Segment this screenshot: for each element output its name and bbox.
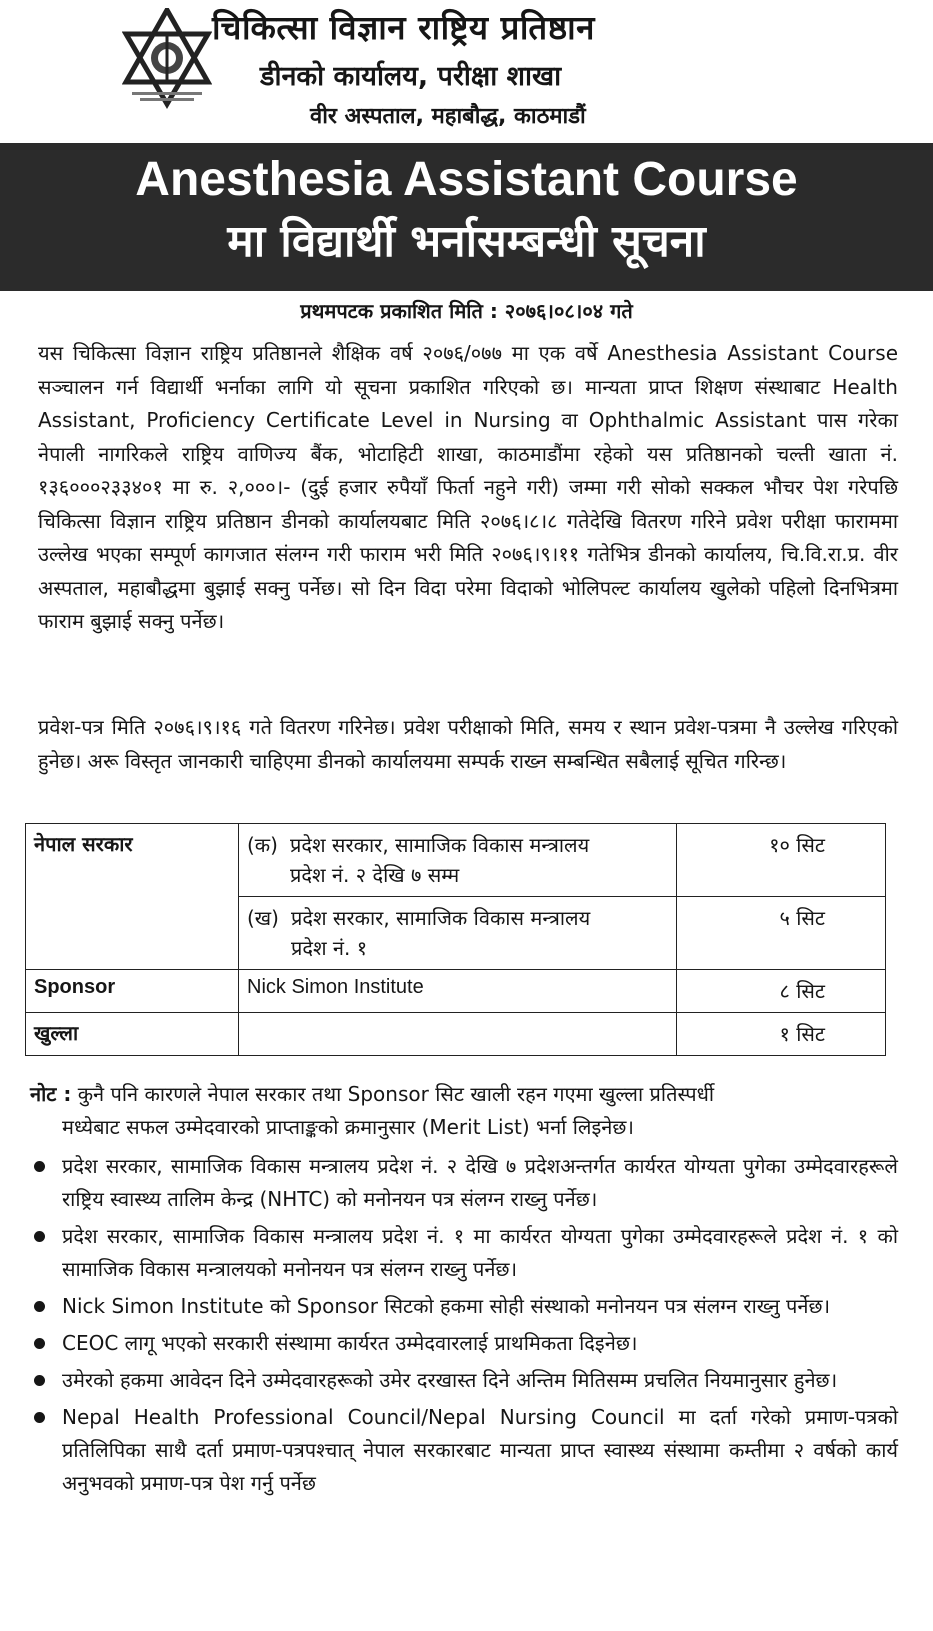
detail-cell: [239, 897, 677, 970]
notes-list: [30, 1150, 898, 1500]
admission-paragraph: यस चिकित्सा विज्ञान राष्ट्रिय प्रतिष्ठानले शैक्षिक वर्ष २०७६/०७७ मा एक वर्षे Anesthesia Assistant Course सञ्चालन गर्न विद्यार्थी भर्नाका लागि यो सूचना प्रकाशित गरिएको छ। मान्यता प्राप्त शिक्षण संस्थाबाट Health Assistant, Proficiency Certificate Level in Nursing वा Ophthalmic Assistant पास गरेका नेपाली नागरिकले राष्ट्रिय वाणिज्य बैंक, भोटाहिटी शाखा, काठमाडौंमा रहेको यस प्रतिष्ठानको चल्ती खाता नं. १३६०००२३३४०१ मा रु. २,०००।- (दुई हजार रुपैयाँ फिर्ता नहुने गरी) जम्मा गरी सोको सक्कल भौचर पेश गरेपछि चिकित्सा विज्ञान राष्ट्रिय प्रतिष्ठान डीनको कार्यालयबाट मिति २०७६।८।८ गतेदेखि वितरण गरिने प्रवेश परीक्षा फाराममा उल्लेख भएका सम्पूर्ण कागजात संलग्न गरी फाराम भरी मिति २०७६।९।११ गतेभित्र डीनको कार्यालय, चि.वि.रा.प्र. वीर अस्पताल, महाबौद्धमा बुझाई सक्नु पर्नेछ। सो दिन विदा परेमा विदाको भोलिपल्ट कार्यालय खुलेको पहिलो दिनभित्रमा फाराम बुझाई सक्नु पर्नेछ।: [38, 341, 898, 633]
list-item: [30, 1150, 898, 1216]
category-cell: नेपाल सरकार: [26, 824, 239, 970]
seat-count-cell: [677, 970, 886, 1013]
note-intro-continuation: मध्येबाट सफल उम्मेदवारको प्राप्ताङ्कको क्रमानुसार (Merit List) भर्ना लिइनेछ।: [62, 1115, 634, 1139]
note-intro-text: कुनै पनि कारणले नेपाल सरकार तथा Sponsor सिट खाली रहन गएमा खुल्ला प्रतिस्पर्धी: [77, 1082, 715, 1106]
list-item-text: Nick Simon Institute को Sponsor सिटको हकमा सोही संस्थाको मनोनयन पत्र संलग्न राख्नु पर्नेछ।: [62, 1294, 831, 1318]
org-name: चिकित्सा विज्ञान राष्ट्रिय प्रतिष्ठान: [212, 8, 595, 47]
item-marker: (ख): [247, 906, 279, 930]
item-marker: (क): [247, 833, 278, 857]
seat-count: १ सिट: [779, 1022, 825, 1046]
bullet-icon: [34, 1412, 45, 1423]
bullet-icon: [34, 1375, 45, 1386]
list-item: [30, 1220, 898, 1286]
list-item: [30, 1327, 898, 1360]
item-line: प्रदेश नं. २ देखि ७ सम्म: [289, 863, 460, 887]
seat-count: ५ सिट: [779, 906, 825, 930]
list-item: [30, 1290, 898, 1323]
seat-count: १० सिट: [769, 833, 825, 857]
category-cell: Sponsor: [26, 970, 239, 1013]
table-row: [26, 970, 886, 1013]
list-item-text: प्रदेश सरकार, सामाजिक विकास मन्त्रालय प्रदेश नं. १ मा कार्यरत योग्यता पुगेका उम्मेदवारहरूले प्रदेश नं. १ को सामाजिक विकास मन्त्रालयको मनोनयन पत्र संलग्न राख्नु पर्नेछ।: [62, 1224, 898, 1281]
note-intro: [30, 1078, 898, 1144]
seat-count-cell: [677, 824, 886, 897]
course-title: Anesthesia Assistant Course: [135, 153, 798, 206]
list-item-text: प्रदेश सरकार, सामाजिक विकास मन्त्रालय प्रदेश नं. २ देखि ७ प्रदेशअन्तर्गत कार्यरत योग्यता पुगेका उम्मेदवारहरूले राष्ट्रिय स्वास्थ्य तालिम केन्द्र (NHTC) को मनोनयन पत्र संलग्न राख्नु पर्नेछ।: [62, 1154, 898, 1211]
seat-allocation-table: [25, 823, 886, 1056]
table-row: [26, 824, 886, 897]
seat-count-cell: [677, 897, 886, 970]
seat-count: ८ सिट: [779, 979, 825, 1003]
item-line: प्रदेश सरकार, सामाजिक विकास मन्त्रालय: [290, 906, 591, 930]
bullet-icon: [34, 1161, 45, 1172]
title-banner: [0, 143, 933, 291]
office-name: डीनको कार्यालय, परीक्षा शाखा: [260, 61, 562, 92]
admit-card-paragraph: प्रवेश-पत्र मिति २०७६।९।१६ गते वितरण गरिनेछ। प्रवेश परीक्षाको मिति, समय र स्थान प्रवेश-पत्रमा नै उल्लेख गरिएको हुनेछ। अरू विस्तृत जानकारी चाहिएमा डीनको कार्यालयमा सम्पर्क राख्न सम्बन्धित सबैलाई सूचित गरिन्छ।: [38, 715, 898, 773]
bullet-icon: [34, 1301, 45, 1312]
list-item-text: CEOC लागू भएको सरकारी संस्थामा कार्यरत उम्मेदवारलाई प्राथमिकता दिइनेछ।: [62, 1331, 638, 1355]
seat-count-cell: [677, 1013, 886, 1056]
notice-header: [0, 0, 933, 143]
notes-section: [30, 1078, 898, 1504]
bullet-icon: [34, 1231, 45, 1242]
item-line: प्रदेश नं. १: [290, 936, 368, 960]
note-label: नोट :: [30, 1082, 72, 1106]
notice-title: मा विद्यार्थी भर्नासम्बन्धी सूचना: [227, 216, 706, 267]
list-item-text: Nepal Health Professional Council/Nepal Nursing Council मा दर्ता गरेको प्रमाण-पत्रको प्रतिलिपिका साथै दर्ता प्रमाण-पत्रपश्चात् नेपाल सरकारबाट मान्यता प्राप्त स्वास्थ्य संस्थामा कम्तीमा २ वर्षको कार्य अनुभवको प्रमाण-पत्र पेश गर्नु पर्नेछ: [62, 1405, 898, 1495]
list-item-text: उमेरको हकमा आवेदन दिने उम्मेदवारहरूको उमेर दरखास्त दिने अन्तिम मितिसम्म प्रचलित नियमानुसार हुनेछ।: [62, 1368, 838, 1392]
detail-cell: [239, 824, 677, 897]
detail-cell: [239, 1013, 677, 1056]
publication-date: प्रथमपटक प्रकाशित मिति : २०७६।०८।०४ गते: [300, 299, 633, 323]
item-line: प्रदेश सरकार, सामाजिक विकास मन्त्रालय: [289, 833, 590, 857]
detail-cell: Nick Simon Institute: [239, 970, 677, 1013]
bullet-icon: [34, 1338, 45, 1349]
category-cell: खुल्ला: [26, 1013, 239, 1056]
list-item: [30, 1401, 898, 1500]
list-item: [30, 1364, 898, 1397]
office-address: वीर अस्पताल, महाबौद्ध, काठमाडौं: [310, 104, 586, 129]
institution-seal-icon: [122, 8, 212, 110]
table-row: [26, 1013, 886, 1056]
